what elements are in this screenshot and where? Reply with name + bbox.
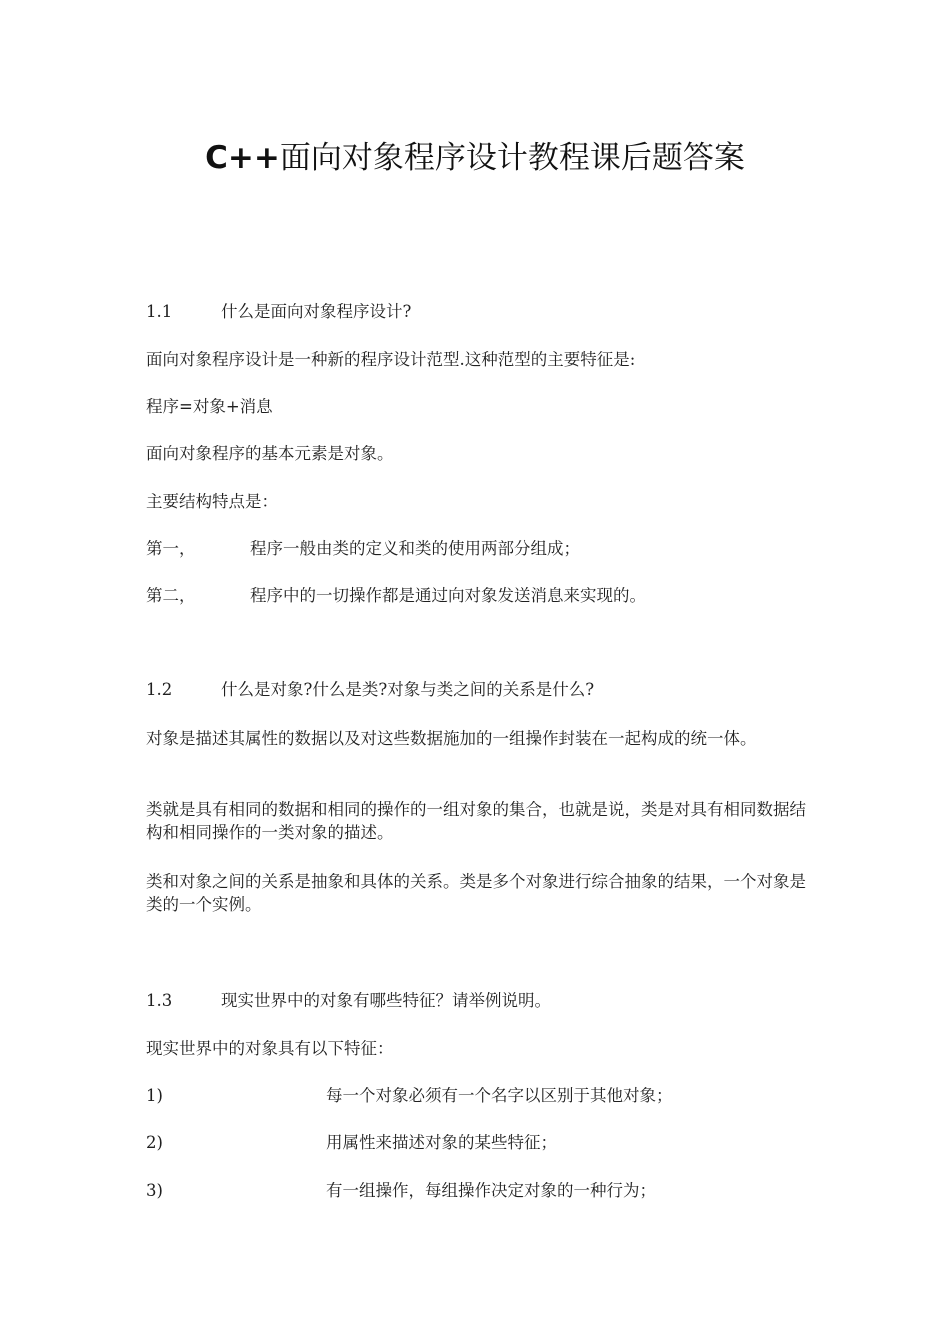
question-text: 什么是对象?什么是类?对象与类之间的关系是什么? <box>221 680 595 699</box>
question-1-2 <box>146 679 595 701</box>
page-title <box>0 136 950 180</box>
question-1-3 <box>146 990 551 1012</box>
list-item <box>146 585 646 607</box>
answer-paragraph: 对象是描述其属性的数据以及对这些数据施加的一组操作封装在一起构成的统一体。 <box>146 729 757 748</box>
title-chinese: 面向对象程序设计教程课后题答案 <box>279 140 745 176</box>
list-item-text: 程序一般由类的定义和类的使用两部分组成； <box>250 539 580 558</box>
question-number: 1.1 <box>146 302 173 321</box>
list-item-label: 第二， <box>146 586 196 605</box>
title-latin: C++ <box>205 140 280 176</box>
list-item <box>146 538 580 560</box>
list-item-label: 第一， <box>146 539 196 558</box>
answer-paragraph: 现实世界中的对象具有以下特征： <box>146 1039 394 1058</box>
list-item-text: 程序中的一切操作都是通过向对象发送消息来实现的。 <box>250 586 646 605</box>
list-item-text: 用属性来描述对象的某些特征； <box>326 1133 557 1152</box>
answer-paragraph: 面向对象程序设计是一种新的程序设计范型.这种范型的主要特征是: <box>146 350 636 369</box>
answer-paragraph: 面向对象程序的基本元素是对象。 <box>146 444 394 463</box>
list-item-label: 1) <box>146 1086 163 1105</box>
list-item-text: 每一个对象必须有一个名字以区别于其他对象； <box>326 1086 673 1105</box>
answer-paragraph: 类就是具有相同的数据和相同的操作的一组对象的集合，也就是说，类是对具有相同数据结构和相同操作的一类对象的描述。 <box>146 800 806 842</box>
list-item-label: 2) <box>146 1133 163 1152</box>
answer-paragraph: 类和对象之间的关系是抽象和具体的关系。类是多个对象进行综合抽象的结果，一个对象是类的一个实例。 <box>146 872 806 914</box>
list-item <box>146 1180 656 1202</box>
question-text: 什么是面向对象程序设计? <box>221 302 412 321</box>
question-1-1 <box>146 301 412 323</box>
list-item-text: 有一组操作，每组操作决定对象的一种行为； <box>326 1181 656 1200</box>
question-text: 现实世界中的对象有哪些特征？请举例说明。 <box>221 991 551 1010</box>
list-item <box>146 1132 557 1154</box>
question-number: 1.3 <box>146 991 173 1010</box>
answer-paragraph: 主要结构特点是： <box>146 492 278 511</box>
formula-line: 程序=对象+消息 <box>146 397 273 416</box>
list-item-label: 3) <box>146 1181 163 1200</box>
question-number: 1.2 <box>146 680 173 699</box>
list-item <box>146 1085 673 1107</box>
